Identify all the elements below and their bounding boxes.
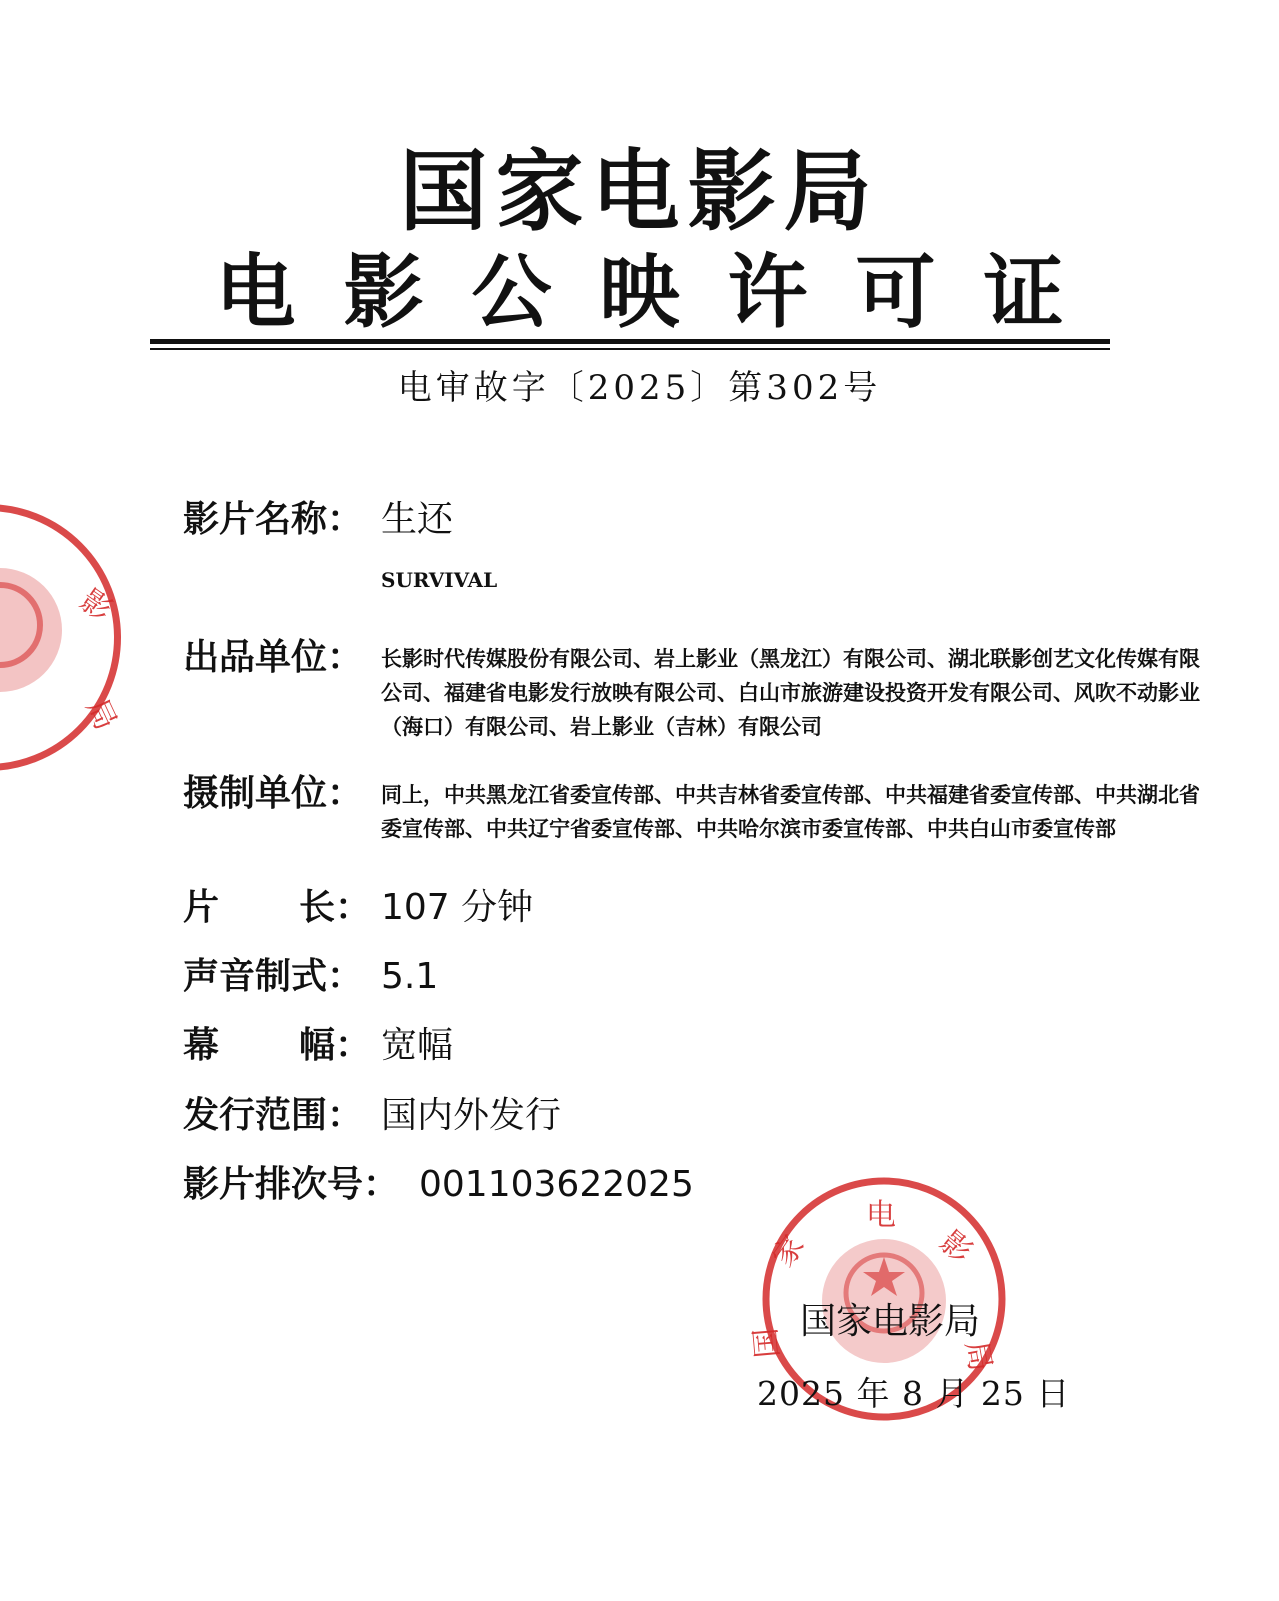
film-name-row	[183, 498, 1219, 542]
distribution-value: 国内外发行	[381, 1095, 562, 1136]
left-seal-icon	[0, 500, 125, 775]
issuer-name: 国家电影局	[800, 1301, 981, 1342]
distribution-row	[183, 1094, 1219, 1138]
film-name-label: 影片名称：	[183, 499, 364, 540]
serial-row	[183, 1163, 1219, 1207]
title-rule-thick	[150, 339, 1110, 344]
sound-label: 声音制式：	[183, 956, 364, 997]
producers-value: 长影时代传媒股份有限公司、岩上影业（黑龙江）有限公司、湖北联影创艺文化传媒有限公司、福建省电影发行放映有限公司、白山市旅游建设投资开发有限公司、风吹不动影业（海口）有限公司、岩上影业（吉林）有限公司	[381, 647, 1200, 739]
document-number: 电审故字〔2025〕第302号	[397, 368, 882, 408]
svg-text:影: 影	[932, 1224, 979, 1271]
serial-value: 001103622025	[419, 1164, 694, 1205]
makers-value: 同上，中共黑龙江省委宣传部、中共吉林省委宣传部、中共福建省委宣传部、中共湖北省委宣传部、中共辽宁省委宣传部、中共哈尔滨市委宣传部、中共白山市委宣传部	[381, 783, 1200, 841]
svg-text:电: 电	[866, 1198, 896, 1233]
svg-text:局: 局	[78, 693, 124, 736]
length-value: 107 分钟	[381, 887, 534, 928]
svg-text:家: 家	[765, 1228, 812, 1274]
svg-text:国: 国	[748, 1326, 786, 1360]
svg-text:局: 局	[958, 1338, 998, 1374]
svg-text:影: 影	[73, 582, 119, 629]
length-row	[183, 886, 1219, 930]
makers-row	[183, 772, 1219, 882]
issue-date: 2025 年 8 月 25 日	[757, 1374, 1071, 1413]
length-label: 片长：	[183, 887, 372, 928]
serial-label: 影片排次号：	[183, 1164, 400, 1205]
screen-label: 幕幅：	[183, 1025, 372, 1066]
authority-title: 国家电影局	[399, 140, 880, 243]
sound-value: 5.1	[381, 956, 439, 997]
makers-label: 摄制单位：	[183, 773, 364, 814]
title-rule-thin	[150, 348, 1110, 350]
sound-row	[183, 955, 1219, 999]
film-name-english: SURVIVAL	[381, 568, 498, 592]
screen-value: 宽幅	[381, 1025, 454, 1066]
document-title: 电影公映许可证	[215, 246, 1112, 339]
screen-row	[183, 1024, 1219, 1068]
producers-label: 出品单位：	[183, 637, 364, 678]
film-name-value: 生还	[381, 499, 454, 540]
distribution-label: 发行范围：	[183, 1095, 364, 1136]
producers-row	[183, 636, 1219, 746]
